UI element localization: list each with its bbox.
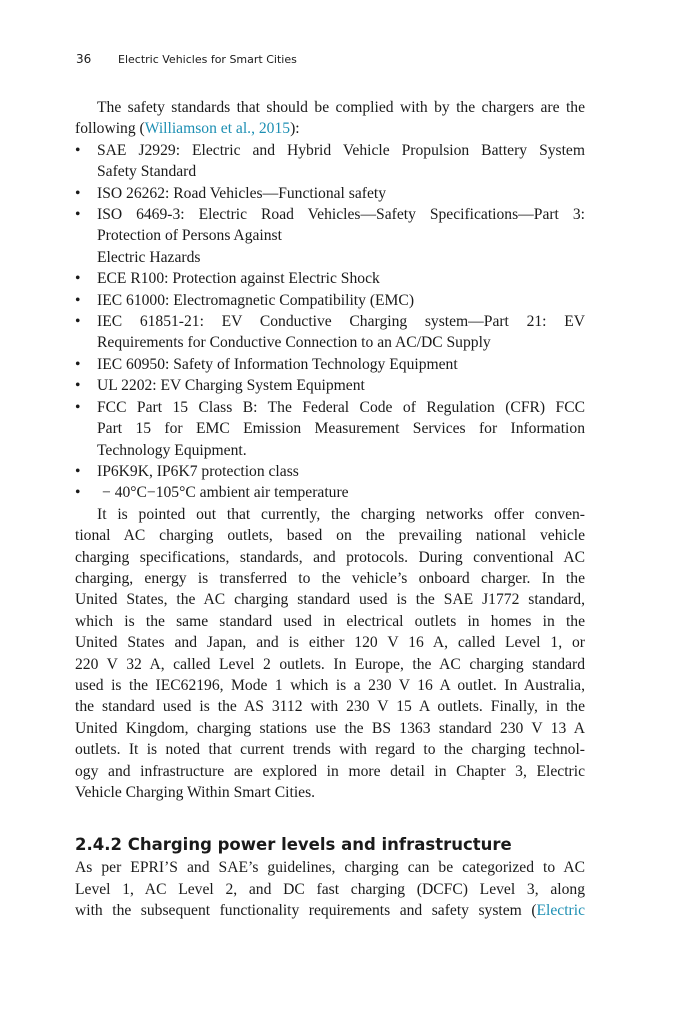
paragraph-line-text: with the subsequent functionality requirements and safety system ( — [75, 902, 537, 920]
list-item-line: IEC 60950: Safety of Information Technology Equipment — [97, 355, 458, 373]
running-title: Electric Vehicles for Smart Cities — [118, 53, 297, 66]
body-text — [75, 97, 585, 922]
list-item-line: Protection of Persons Against — [97, 227, 282, 245]
list-item: • IEC 60950: Safety of Information Technology Equipment — [75, 354, 585, 375]
paragraph-line: Level 1, AC Level 2, and DC fast charging (DCFC) Level 3, along — [75, 880, 585, 898]
charging-levels-paragraph — [75, 857, 585, 921]
paragraph-line: outlets. It is noted that current trends with regard to the charging technol- — [75, 741, 585, 759]
list-item-line: IEC 61000: Electromagnetic Compatibility (EMC) — [97, 291, 415, 309]
list-item: • ISO 6469-3: Electric Road Vehicles—Safety Specifications—Part 3: Protection of Persons Against Electric Hazards — [75, 204, 585, 268]
paragraph-line: used is the IEC62196, Mode 1 which is a 230 V 16 A outlet. In Australia, — [75, 676, 585, 694]
list-item: • ISO 26262: Road Vehicles—Functional safety — [75, 183, 585, 204]
list-item-line: FCC Part 15 Class B: The Federal Code of Regulation (CFR) FCC — [97, 398, 585, 416]
paragraph-line: It is pointed out that currently, the charging networks offer conven- — [97, 505, 585, 523]
list-item-line: ISO 26262: Road Vehicles—Functional safety — [97, 184, 387, 202]
charging-outlets-paragraph — [75, 504, 585, 804]
list-item-line: IP6K9K, IP6K7 protection class — [97, 462, 299, 480]
paragraph-line: United States and Japan, and is either 120 V 16 A, called Level 1, or — [75, 634, 585, 652]
list-item: • SAE J2929: Electric and Hybrid Vehicle Propulsion Battery System Safety Standard — [75, 140, 585, 183]
list-item: • UL 2202: EV Charging System Equipment — [75, 375, 585, 396]
list-item-line: SAE J2929: Electric and Hybrid Vehicle Propulsion Battery System — [97, 141, 585, 159]
list-item-line: Safety Standard — [97, 163, 197, 181]
list-item: • ECE R100: Protection against Electric Shock — [75, 268, 585, 289]
paragraph-line: tional AC charging outlets, based on the prevailing national vehicle — [75, 527, 585, 545]
paragraph-line: the standard used is the AS 3112 with 230 V 15 A outlets. Finally, in the — [75, 698, 585, 716]
list-item-line: IEC 61851-21: EV Conductive Charging system—Part 21: EV — [97, 313, 585, 331]
list-item-line: Technology Equipment. — [97, 441, 247, 459]
citation-link[interactable]: Electric — [536, 902, 585, 920]
list-item: • IP6K9K, IP6K7 protection class — [75, 461, 585, 482]
list-item-line: ECE R100: Protection against Electric Shock — [97, 270, 380, 288]
page-number: 36 — [76, 52, 92, 66]
section-heading: 2.4.2 Charging power levels and infrastructure — [75, 835, 512, 855]
intro-text: The safety standards that should be complied with by the chargers are the following ( — [75, 99, 585, 138]
citation-link[interactable]: Williamson et al., 2015 — [144, 120, 291, 138]
list-item-line: ISO 6469-3: Electric Road Vehicles—Safety Specifications—Part 3: — [97, 206, 585, 224]
list-item: • FCC Part 15 Class B: The Federal Code of Regulation (CFR) FCC Part 15 for EMC Emission Measurement Services for Information Technology Equipment. — [75, 397, 585, 461]
paragraph-line: Vehicle Charging Within Smart Cities. — [75, 784, 316, 801]
running-head — [76, 52, 297, 68]
list-item-line: UL 2202: EV Charging System Equipment — [97, 377, 365, 395]
intro-paragraph — [75, 97, 585, 140]
paragraph-line: United States, the AC charging standard used is the SAE J1772 standard, — [75, 591, 585, 609]
list-item: • IEC 61000: Electromagnetic Compatibility (EMC) — [75, 290, 585, 311]
list-item-line: Requirements for Conductive Connection to an AC/DC Supply — [97, 334, 491, 352]
list-item-line: − 40°C−105°C ambient air temperature — [102, 484, 349, 502]
paragraph-line: United Kingdom, charging stations use the BS 1363 standard 230 V 13 A — [75, 719, 585, 737]
paragraph-line: charging, energy is transferred to the vehicle’s onboard charger. In the — [75, 569, 585, 587]
list-item: • − 40°C−105°C ambient air temperature — [75, 482, 585, 503]
paragraph-line: charging specifications, standards, and protocols. During conventional AC — [75, 548, 585, 566]
standards-list — [75, 140, 585, 504]
paragraph-line: As per EPRI’S and SAE’s guidelines, charging can be categorized to AC — [75, 859, 585, 877]
list-item: • IEC 61851-21: EV Conductive Charging system—Part 21: EV Requirements for Conductive Connection to an AC/DC Supply — [75, 311, 585, 354]
list-item-line: Electric Hazards — [97, 248, 201, 266]
intro-text-end: ): — [290, 120, 300, 138]
paragraph-line — [75, 900, 585, 921]
paragraph-line: 220 V 32 A, called Level 2 outlets. In Europe, the AC charging standard — [75, 655, 585, 673]
paragraph-line: ogy and infrastructure are explored in more detail in Chapter 3, Electric — [75, 762, 585, 780]
list-item-line: Part 15 for EMC Emission Measurement Services for Information — [97, 420, 585, 438]
paragraph-line: which is the same standard used in electrical outlets in homes in the — [75, 612, 585, 630]
